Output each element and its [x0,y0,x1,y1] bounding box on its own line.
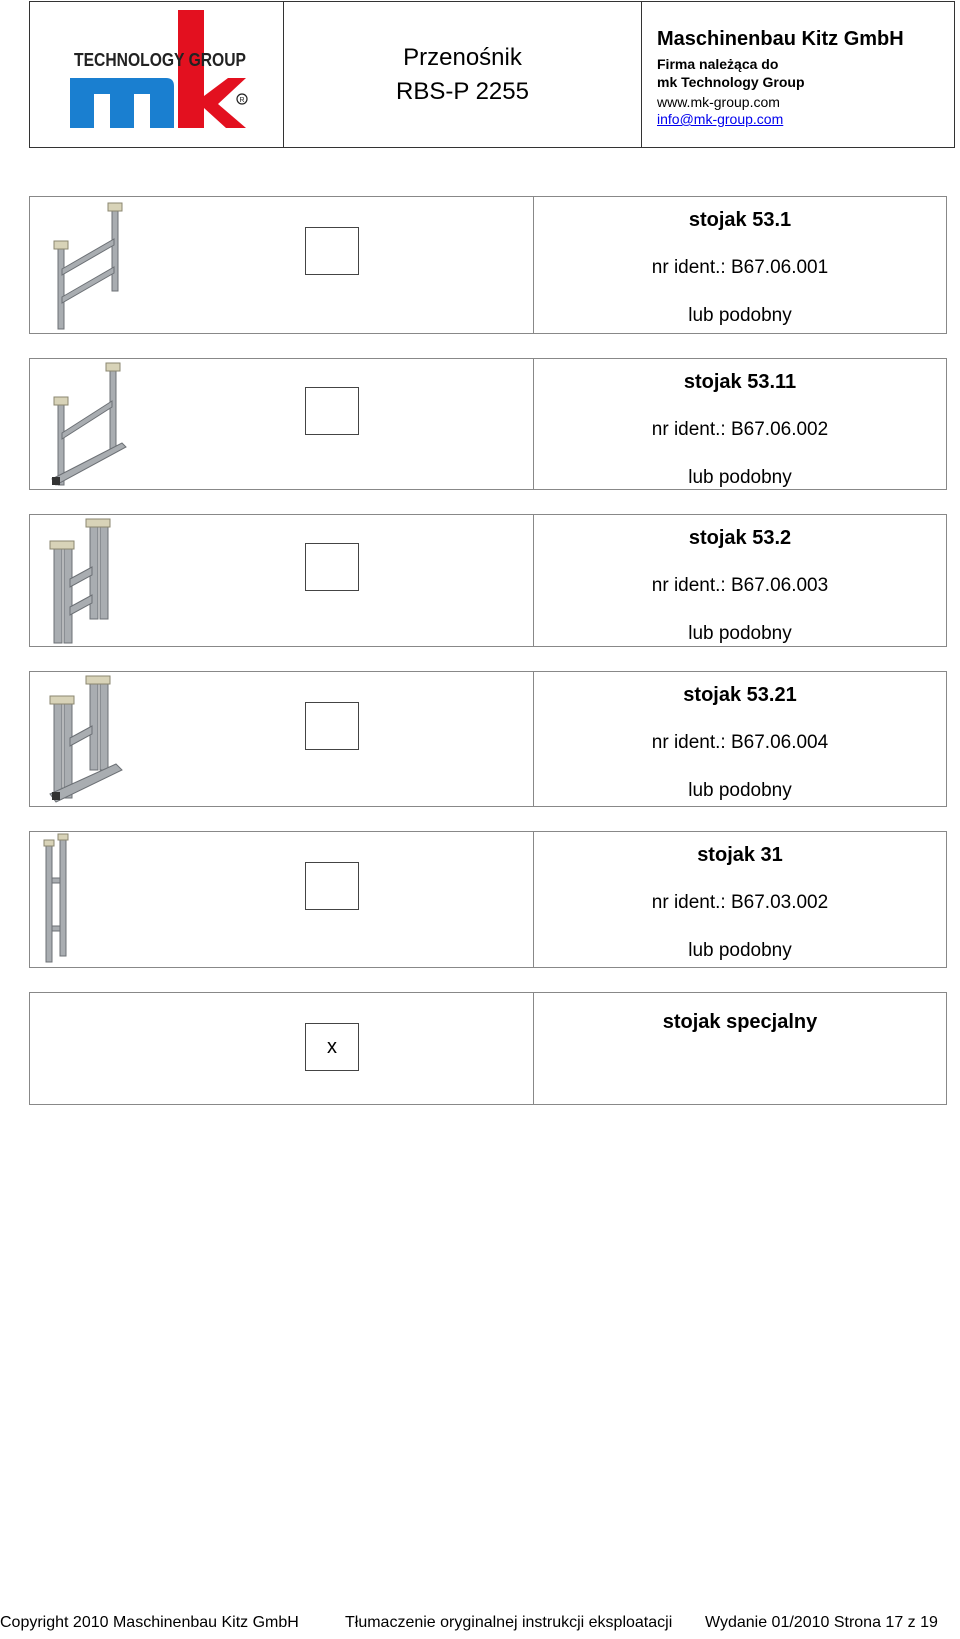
stand-53-21-image-icon [40,674,130,806]
stand-image-cell [30,197,534,333]
stand-name: stojak specjalny [662,1011,818,1033]
document-header [29,1,955,148]
stand-image-cell [30,359,534,489]
stand-name: stojak 53.11 [683,371,797,393]
stand-similar-note: lub podobny [688,780,792,801]
stand-53-11-image-icon [40,361,130,489]
footer-translation-note: Tłumaczenie oryginalnej instrukcji eksploatacji [345,1614,673,1631]
stand-image-cell [30,515,534,646]
stand-option-row [29,358,947,490]
footer-copyright: Copyright 2010 Maschinenbau Kitz GmbH [0,1614,299,1631]
stand-similar-note: lub podobny [688,467,792,488]
stand-description-cell [534,515,946,646]
stand-select-checkbox[interactable] [305,543,359,591]
stand-description-cell [534,197,946,333]
document-title [284,2,642,147]
stand-option-row [29,831,947,968]
stand-53-2-image-icon [40,517,130,647]
stand-select-checkbox[interactable] [305,227,359,275]
footer-edition-page: Wydanie 01/2010 Strona 17 z 19 [705,1614,938,1631]
stand-name: stojak 53.1 [688,209,792,231]
stand-description-cell [534,832,946,967]
email-link[interactable]: info@mk-group.com [657,111,784,127]
stand-name: stojak 53.21 [683,684,797,706]
stand-select-checkbox[interactable] [305,387,359,435]
logo-text: TECHNOLOGY GROUP [74,50,246,70]
svg-text:R: R [239,97,245,104]
website-text: www.mk-group.com [657,94,780,110]
stand-select-checkbox[interactable] [305,702,359,750]
company-name: Maschinenbau Kitz GmbH [657,28,904,50]
stand-53-1-image-icon [40,199,130,333]
logo-cell [30,2,284,147]
title-line-1: Przenośnik [403,43,522,71]
stand-31-image-icon [40,834,100,967]
stand-image-cell [30,832,534,967]
stand-ident-number: nr ident.: B67.06.004 [651,732,829,753]
stand-option-row [29,514,947,647]
stand-option-row [29,671,947,807]
stand-description-cell [534,993,946,1104]
stand-select-checkbox[interactable] [305,862,359,910]
stand-description-cell [534,359,946,489]
stand-name: stojak 31 [697,844,783,866]
mk-logo-icon [70,10,250,135]
stand-image-cell [30,672,534,806]
company-info [642,2,954,147]
company-subtitle-2: mk Technology Group [657,74,805,90]
title-line-2: RBS-P 2255 [396,77,529,105]
stand-option-row [29,196,947,334]
stand-ident-number: nr ident.: B67.06.002 [651,419,829,440]
stand-image-cell [30,993,534,1104]
stand-ident-number: nr ident.: B67.06.003 [651,575,829,596]
stand-ident-number: nr ident.: B67.06.001 [651,257,829,278]
company-subtitle-1: Firma należąca do [657,56,779,72]
stand-similar-note: lub podobny [688,940,792,961]
stand-option-row [29,992,947,1105]
stand-ident-number: nr ident.: B67.03.002 [651,892,829,913]
stand-description-cell [534,672,946,806]
stand-similar-note: lub podobny [688,305,792,326]
stand-name: stojak 53.2 [688,527,792,549]
stand-similar-note: lub podobny [688,623,792,644]
stand-select-checkbox[interactable]: x [305,1023,359,1071]
